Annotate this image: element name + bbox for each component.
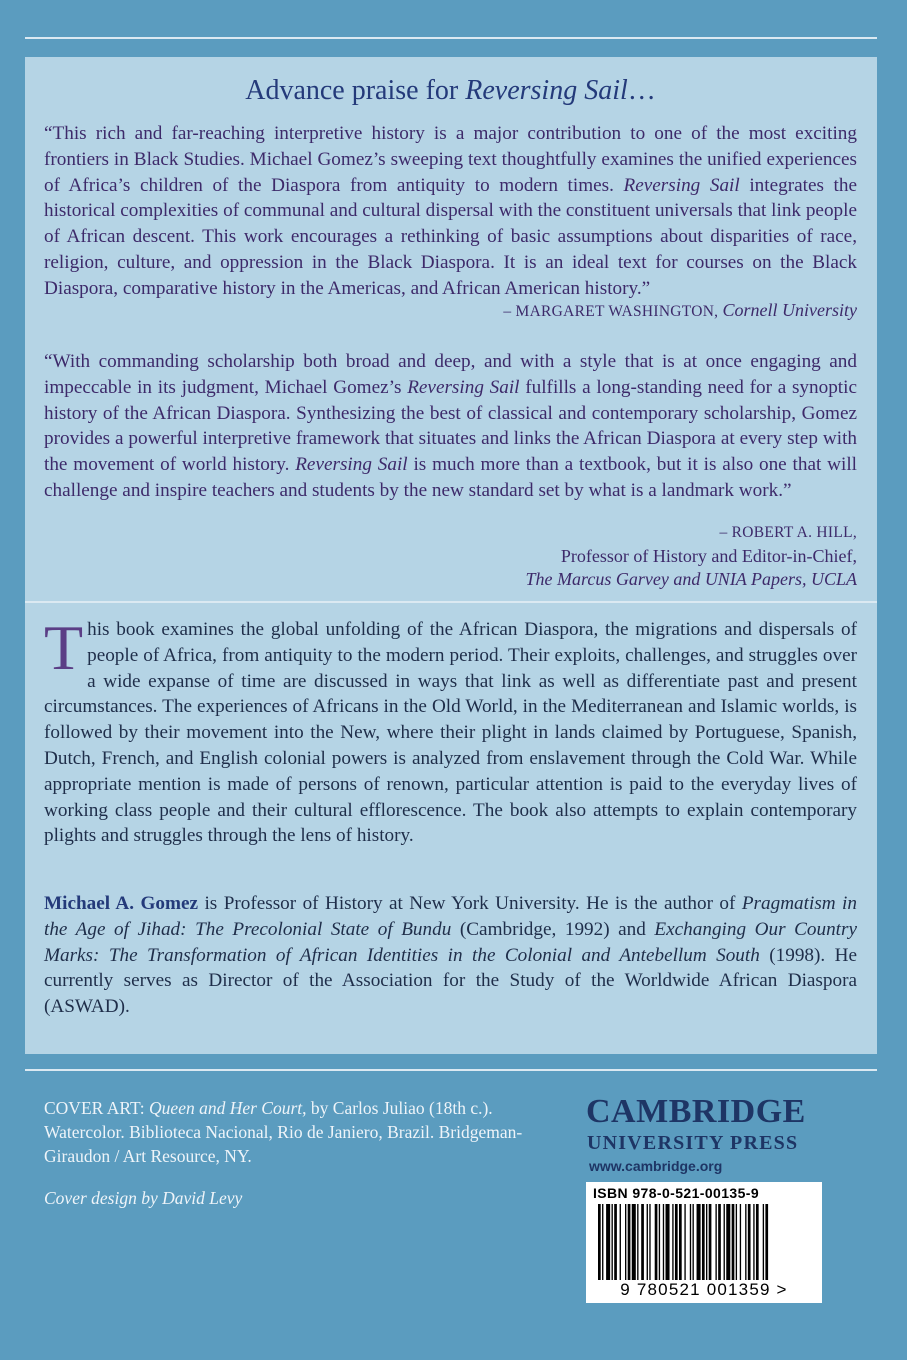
section-divider [25,601,877,603]
barcode-bar [612,1204,613,1280]
praise-attribution-hill: – ROBERT A. HILL, Professor of History and Editor-in-Chief, The Marcus Garvey and UNIA Papers, UCLA [525,524,857,589]
barcode-bar [666,1204,670,1280]
barcode-bar [693,1204,694,1280]
barcode-bar [602,1204,603,1280]
ean-digits: 9 780521 001359 > [620,1280,788,1299]
barcode-bar [620,1204,621,1280]
barcode-bar [748,1204,751,1280]
praise-quote-washington: “This rich and far-reaching interpretive history is a major contribution to one of the most exciting frontiers in Black Studies. Michael Gomez’s sweeping text thoughtfully examines the unified experiences of Africa’s children of the Diaspora from antiquity to modern times. Reversing Sail integrates the historical complexities of communal and cultural dispersal with the constituent universals that link people of African descent. This work encourages a rethinking of basic assumptions about disparities of race, religion, culture, and oppression in the Black Diaspora. It is an ideal text for courses on the Black Diaspora, comparative history in the Americas, and African American history.” [44,123,858,299]
barcode-bar [718,1204,721,1280]
author-bio: Michael A. Gomez is Professor of History at New York University. He is the author of Pragmatism in the Age of Jihad: The Precolonial State of Bundu (Cambridge, 1992) and Exchanging Our Country Marks: The Transformation of African Identities in the Colonial and Antebellum South (1998). He currently serves as Director of the Association for the Study of the Worldwide African Diaspora (ASWAD). [44,893,857,1018]
cover-design-credit: Cover design by David Levy [44,1188,243,1208]
barcode-icon [598,1204,810,1280]
barcode-bar [647,1204,648,1280]
barcode-area [586,1182,822,1303]
barcode-bar [715,1204,716,1280]
barcode-bar [702,1204,705,1280]
barcode-bar [628,1204,631,1280]
barcode-bar [649,1204,650,1280]
publisher-logo-name: CAMBRIDGE [586,1093,806,1130]
barcode-bar [675,1204,678,1280]
barcode-bar [637,1204,638,1280]
barcode-bar [763,1204,764,1280]
barcode-bar [753,1204,754,1280]
bottom-divider [25,1069,877,1071]
barcode-bar [724,1204,725,1280]
barcode-bar [659,1204,660,1280]
text-panel [25,57,877,1054]
praise-quote-hill: “With commanding scholarship both broad and deep, and with a style that is at once engaging and impeccable in its judgment, Michael Gomez’s Reversing Sail fulfills a long-standing need for a synoptic history of the African Diaspora. Synthesizing the best of classical and contemporary scholarship, Gomez provides a powerful interpretive framework that situates and links the African Diaspora at every step with the movement of world history. Reversing Sail is much more than a textbook, but it is also one that will challenge and inspire teachers and students by the new standard set by what is a landmark work.” [44,351,857,501]
barcode-bar [736,1204,737,1280]
praise-attribution-washington: – MARGARET WASHINGTON, Cornell University [503,300,857,320]
barcode-bar [745,1204,746,1280]
barcode-bar [655,1204,658,1280]
barcode-bar [679,1204,682,1280]
barcode-bar [606,1204,610,1280]
barcode-bar [765,1204,768,1280]
barcode-bar [706,1204,707,1280]
barcode-bar [740,1204,741,1280]
barcode-bar [726,1204,730,1280]
cover-art-credits: COVER ART: Queen and Her Court, by Carlos Juliao (18th c.). Watercolor. Biblioteca Nacional, Rio de Janiero, Brazil. Bridgeman-Giraudon / Art Resource, NY. [44,1098,523,1166]
isbn-label: ISBN 978-0-521-00135-9 [593,1185,760,1201]
barcode-bar [625,1204,626,1280]
barcode-bar [663,1204,664,1280]
barcode-bar [709,1204,712,1280]
barcode-bar [684,1204,685,1280]
book-description: This book examines the global unfolding of the African Diaspora, the migrations and dispersals of people of Africa, from antiquity to the modern period. Their exploits, challenges, and struggles over a wide expanse of time are discussed in ways that link as well as differentiate past and present circumstances. The experiences of Africans in the Old World, in the Mediterranean and Islamic worlds, is followed by their movement into the New, where their plight in lands claimed by Portuguese, Spanish, Dutch, French, and English colonial powers is analyzed from enslavement through the Cold War. While appropriate mention is made of persons of renown, particular attention is paid to the everyday lives of working class people and their cultural efflorescence. The book also attempts to explain contemporary plights and struggles through the lens of history. [44,612,857,847]
barcode-bar [697,1204,701,1280]
barcode-bar [598,1204,601,1280]
drop-cap: T [44,612,84,683]
top-divider [25,37,877,39]
publisher-url: www.cambridge.org [589,1158,723,1174]
barcode-bar [632,1204,636,1280]
barcode-bar [732,1204,735,1280]
barcode-bar [614,1204,617,1280]
publisher-logo-subtitle: UNIVERSITY PRESS [587,1132,799,1154]
barcode-bar [690,1204,691,1280]
barcode-bar [641,1204,644,1280]
barcode-bar [756,1204,759,1280]
barcode-bar [672,1204,673,1280]
praise-heading: Advance praise for Reversing Sail… [245,75,656,106]
